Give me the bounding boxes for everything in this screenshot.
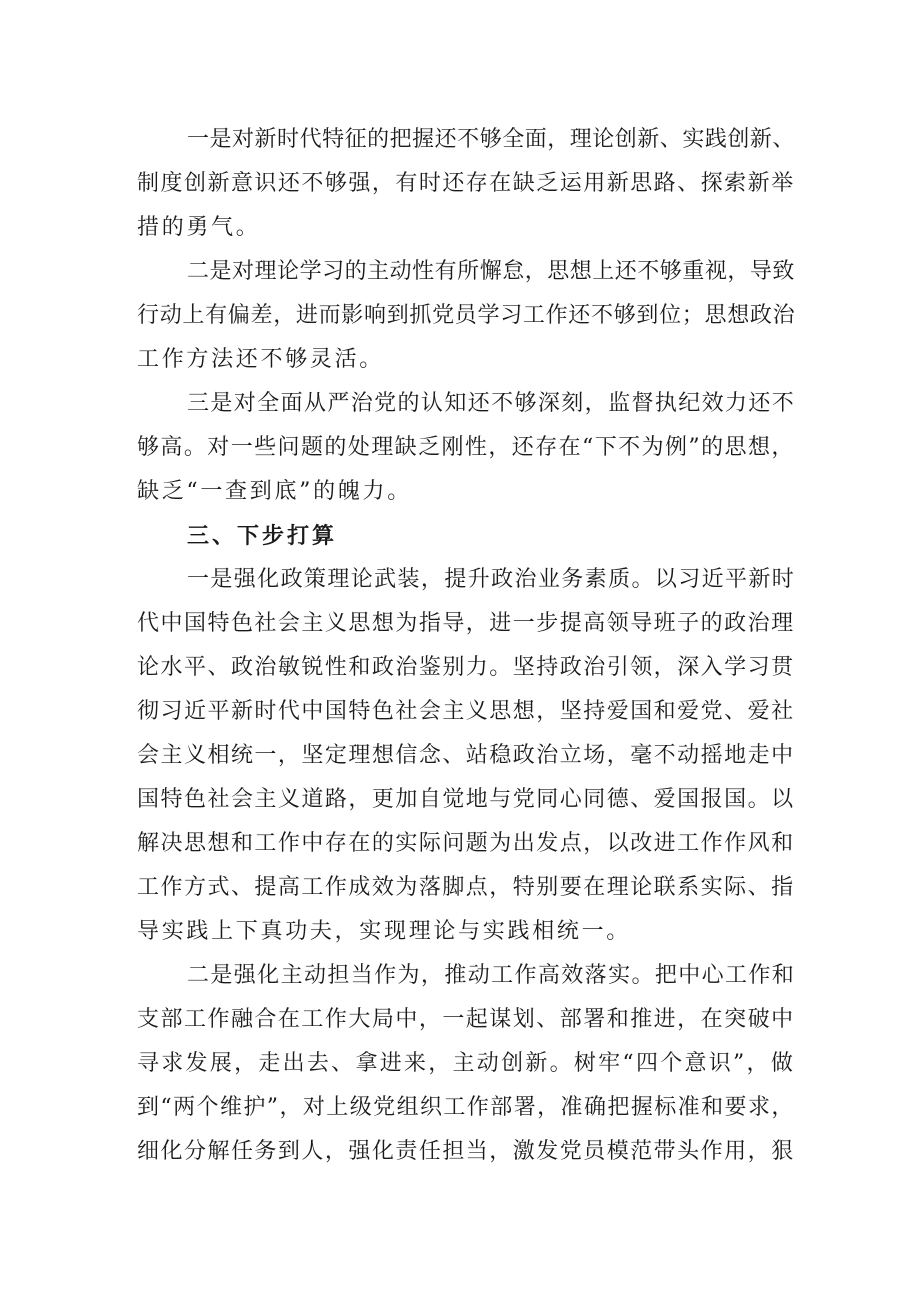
paragraph-4-line-9: 导实践上下真功夫，实现理论与实践相统一。 <box>137 919 632 944</box>
paragraph-1-line-1: 一是对新时代特征的把握还不够全面，理论创新、实践创新、 <box>187 127 795 152</box>
paragraph-4-line-4: 彻习近平新时代中国特色社会主义思想，坚持爱国和爱党、爱社 <box>137 699 795 724</box>
paragraph-5-line-5: 细化分解任务到人，强化责任担当，激发党员模范带头作用，狠 <box>137 1139 795 1164</box>
paragraph-4-line-6: 国特色社会主义道路，更加自觉地与党同心同德、爱国报国。以 <box>137 787 795 812</box>
paragraph-2-line-3: 工作方法还不够灵活。 <box>137 347 385 372</box>
paragraph-1-line-2: 制度创新意识还不够强，有时还存在缺乏运用新思路、探索新举 <box>137 171 795 196</box>
paragraph-4-line-8: 工作方式、提高工作成效为落脚点，特别要在理论联系实际、指 <box>137 875 795 900</box>
paragraph-2-line-1: 二是对理论学习的主动性有所懈怠，思想上还不够重视，导致 <box>187 259 795 284</box>
paragraph-3-line-1: 三是对全面从严治党的认知还不够深刻，监督执纪效力还不 <box>187 391 796 416</box>
paragraph-4-line-7: 解决思想和工作中存在的实际问题为出发点，以改进工作作风和 <box>137 831 795 856</box>
paragraph-5-line-2: 支部工作融合在工作大局中，一起谋划、部署和推进，在突破中 <box>137 1007 795 1032</box>
paragraph-4-line-5: 会主义相统一，坚定理想信念、站稳政治立场，毫不动摇地走中 <box>137 743 795 768</box>
paragraph-4-line-1: 一是强化政策理论武装，提升政治业务素质。以习近平新时 <box>187 567 796 592</box>
paragraph-1-line-3: 措的勇气。 <box>137 215 261 240</box>
paragraph-5-line-3: 寻求发展，走出去、拿进来，主动创新。树牢“四个意识”，做 <box>137 1051 796 1076</box>
paragraph-5-line-1: 二是强化主动担当作为，推动工作高效落实。把中心工作和 <box>187 963 796 988</box>
paragraph-4-line-3: 论水平、政治敏锐性和政治鉴别力。坚持政治引领，深入学习贯 <box>137 655 795 680</box>
paragraph-4-line-2: 代中国特色社会主义思想为指导，进一步提高领导班子的政治理 <box>137 611 795 636</box>
paragraph-5-line-4: 到“两个维护”，对上级党组织工作部署，准确把握标准和要求， <box>137 1095 795 1120</box>
paragraph-2-line-2: 行动上有偏差，进而影响到抓党员学习工作还不够到位；思想政治 <box>137 303 796 328</box>
paragraph-3-line-3: 缺乏“一查到底”的魄力。 <box>137 479 412 504</box>
section-heading: 三、下步打算 <box>187 523 338 549</box>
paragraph-3-line-2: 够高。对一些问题的处理缺乏刚性，还存在“下不为例”的思想， <box>137 435 795 460</box>
